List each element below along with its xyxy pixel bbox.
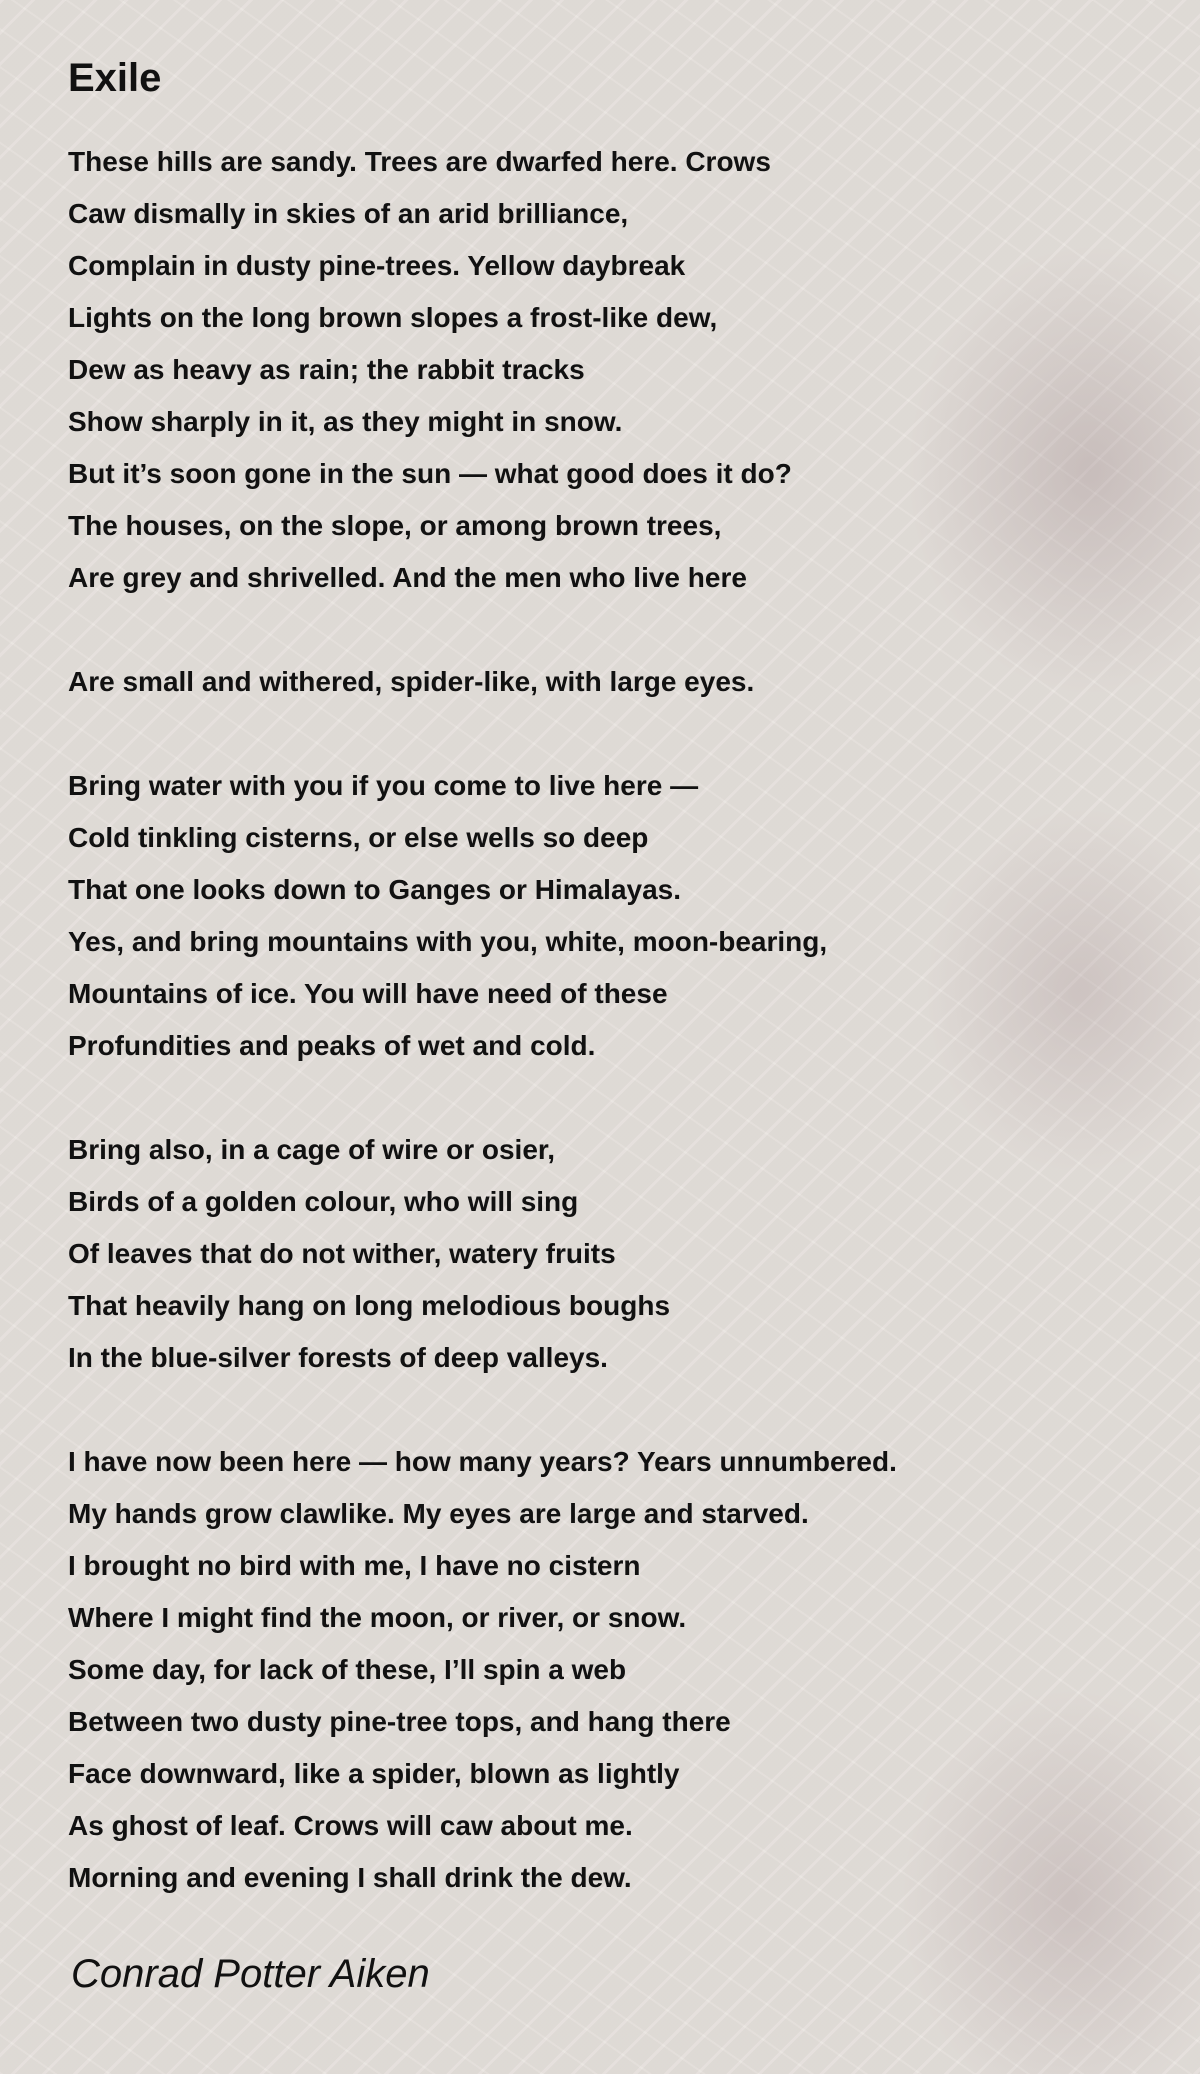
poem-line: Are small and withered, spider-like, with large eyes. bbox=[68, 666, 755, 697]
poem-line: My hands grow clawlike. My eyes are large and starved. bbox=[68, 1498, 809, 1529]
poem-line: But it’s soon gone in the sun — what good does it do? bbox=[68, 458, 792, 489]
stanza-5 bbox=[68, 1436, 1148, 1904]
poem-line: Morning and evening I shall drink the dew. bbox=[68, 1862, 632, 1893]
poem-line: That one looks down to Ganges or Himalayas. bbox=[68, 874, 682, 905]
poem-line: Some day, for lack of these, I’ll spin a web bbox=[68, 1654, 627, 1685]
stanza-1 bbox=[68, 136, 1148, 604]
poem-line: In the blue-silver forests of deep valleys. bbox=[68, 1342, 608, 1373]
poem-line: Between two dusty pine-tree tops, and hang there bbox=[68, 1706, 731, 1737]
poem-line: Show sharply in it, as they might in snow. bbox=[68, 406, 623, 437]
poem-line: Of leaves that do not wither, watery fruits bbox=[68, 1238, 616, 1269]
poem-line: Are grey and shrivelled. And the men who live here bbox=[68, 562, 747, 593]
poem-author: Conrad Potter Aiken bbox=[71, 1952, 430, 1996]
poem-line: Complain in dusty pine-trees. Yellow daybreak bbox=[68, 250, 686, 281]
poem-line: These hills are sandy. Trees are dwarfed here. Crows bbox=[68, 146, 771, 177]
poem-line: Yes, and bring mountains with you, white, moon-bearing, bbox=[68, 926, 828, 957]
poem-line: The houses, on the slope, or among brown trees, bbox=[68, 510, 722, 541]
poem-line: Face downward, like a spider, blown as lightly bbox=[68, 1758, 680, 1789]
poem-line: Where I might find the moon, or river, or snow. bbox=[68, 1602, 687, 1633]
poem-line: Cold tinkling cisterns, or else wells so deep bbox=[68, 822, 649, 853]
poem-title: Exile bbox=[68, 56, 162, 100]
poem-line: Caw dismally in skies of an arid brilliance, bbox=[68, 198, 629, 229]
poem-line: Mountains of ice. You will have need of these bbox=[68, 978, 668, 1009]
poem-line: Bring water with you if you come to live here — bbox=[68, 770, 699, 801]
poem-line: I brought no bird with me, I have no cistern bbox=[68, 1550, 641, 1581]
poem-line: That heavily hang on long melodious boughs bbox=[68, 1290, 671, 1321]
poem-line: Bring also, in a cage of wire or osier, bbox=[68, 1134, 556, 1165]
poem-line: As ghost of leaf. Crows will caw about me. bbox=[68, 1810, 633, 1841]
poem-line: I have now been here — how many years? Years unnumbered. bbox=[68, 1446, 897, 1477]
stanza-2 bbox=[68, 656, 1148, 708]
poem-line: Dew as heavy as rain; the rabbit tracks bbox=[68, 354, 585, 385]
stanza-4 bbox=[68, 1124, 1148, 1384]
poem-page bbox=[68, 50, 1148, 2002]
poem-line: Profundities and peaks of wet and cold. bbox=[68, 1030, 596, 1061]
poem-line: Lights on the long brown slopes a frost-like dew, bbox=[68, 302, 718, 333]
poem-line: Birds of a golden colour, who will sing bbox=[68, 1186, 579, 1217]
stanza-3 bbox=[68, 760, 1148, 1072]
